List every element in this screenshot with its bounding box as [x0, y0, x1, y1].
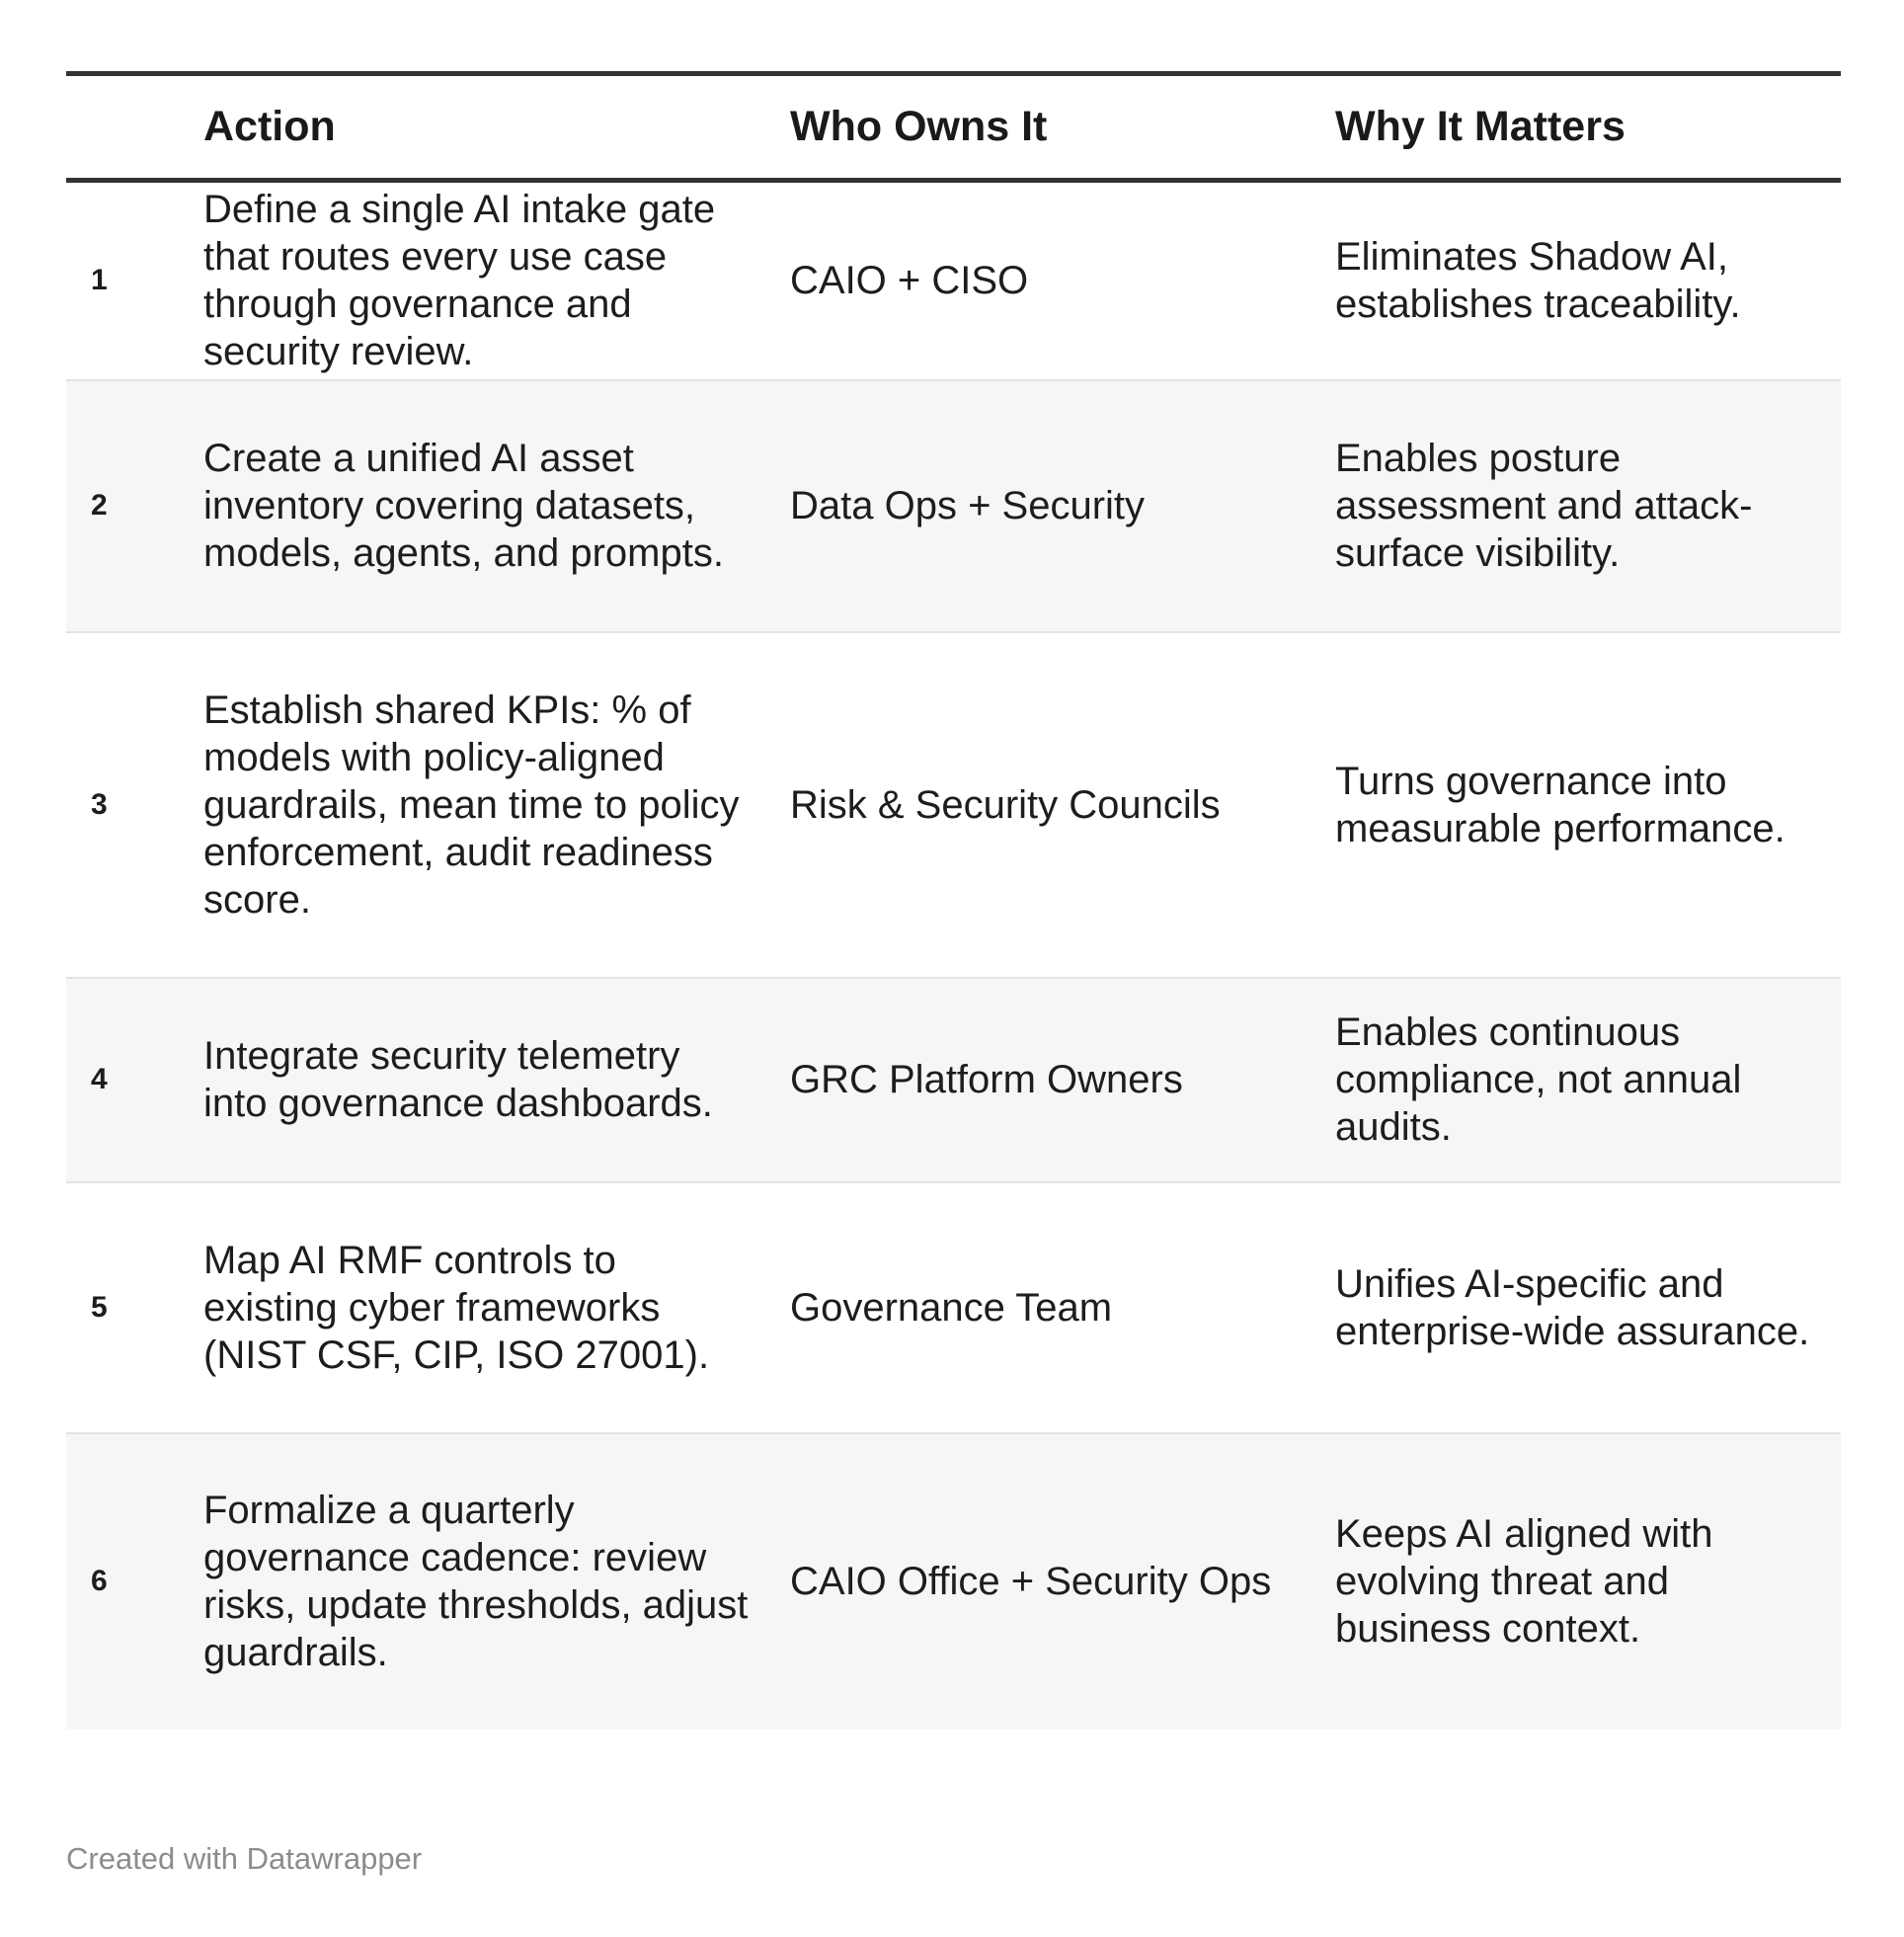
table-row [66, 181, 1841, 380]
table-row [66, 380, 1841, 632]
column-header-why: Why It Matters [1335, 74, 1841, 181]
why-cell: Turns governance into measurable performance. [1335, 632, 1841, 978]
why-cell: Enables continuous compliance, not annual audits. [1335, 978, 1841, 1182]
column-header-action: Action [203, 74, 790, 181]
table-row [66, 978, 1841, 1182]
row-number: 2 [66, 380, 203, 632]
why-cell: Enables posture assessment and attack-surface visibility. [1335, 380, 1841, 632]
action-cell: Map AI RMF controls to existing cyber frameworks (NIST CSF, CIP, ISO 27001). [203, 1182, 790, 1433]
why-cell: Eliminates Shadow AI, establishes traceability. [1335, 181, 1841, 380]
action-cell: Define a single AI intake gate that routes every use case through governance and security review. [203, 181, 790, 380]
row-number: 5 [66, 1182, 203, 1433]
data-table [66, 71, 1841, 1730]
why-cell: Keeps AI aligned with evolving threat and business context. [1335, 1433, 1841, 1730]
row-number: 1 [66, 181, 203, 380]
column-header-number [66, 74, 203, 181]
action-cell: Establish shared KPIs: % of models with policy-aligned guardrails, mean time to policy enforcement, audit readiness score. [203, 632, 790, 978]
owner-cell: CAIO Office + Security Ops [790, 1433, 1335, 1730]
data-table-container [66, 71, 1841, 1730]
action-cell: Integrate security telemetry into governance dashboards. [203, 978, 790, 1182]
owner-cell: Risk & Security Councils [790, 632, 1335, 978]
row-number: 3 [66, 632, 203, 978]
column-header-owner: Who Owns It [790, 74, 1335, 181]
row-number: 4 [66, 978, 203, 1182]
datawrapper-credit[interactable]: Created with Datawrapper [66, 1841, 423, 1876]
table-row [66, 1182, 1841, 1433]
action-cell: Formalize a quarterly governance cadence: review risks, update thresholds, adjust guardrails. [203, 1433, 790, 1730]
action-cell: Create a unified AI asset inventory covering datasets, models, agents, and prompts. [203, 380, 790, 632]
table-row [66, 1433, 1841, 1730]
table-header-row [66, 74, 1841, 181]
row-number: 6 [66, 1433, 203, 1730]
table-row [66, 632, 1841, 978]
owner-cell: CAIO + CISO [790, 181, 1335, 380]
why-cell: Unifies AI-specific and enterprise-wide assurance. [1335, 1182, 1841, 1433]
owner-cell: Governance Team [790, 1182, 1335, 1433]
owner-cell: Data Ops + Security [790, 380, 1335, 632]
owner-cell: GRC Platform Owners [790, 978, 1335, 1182]
